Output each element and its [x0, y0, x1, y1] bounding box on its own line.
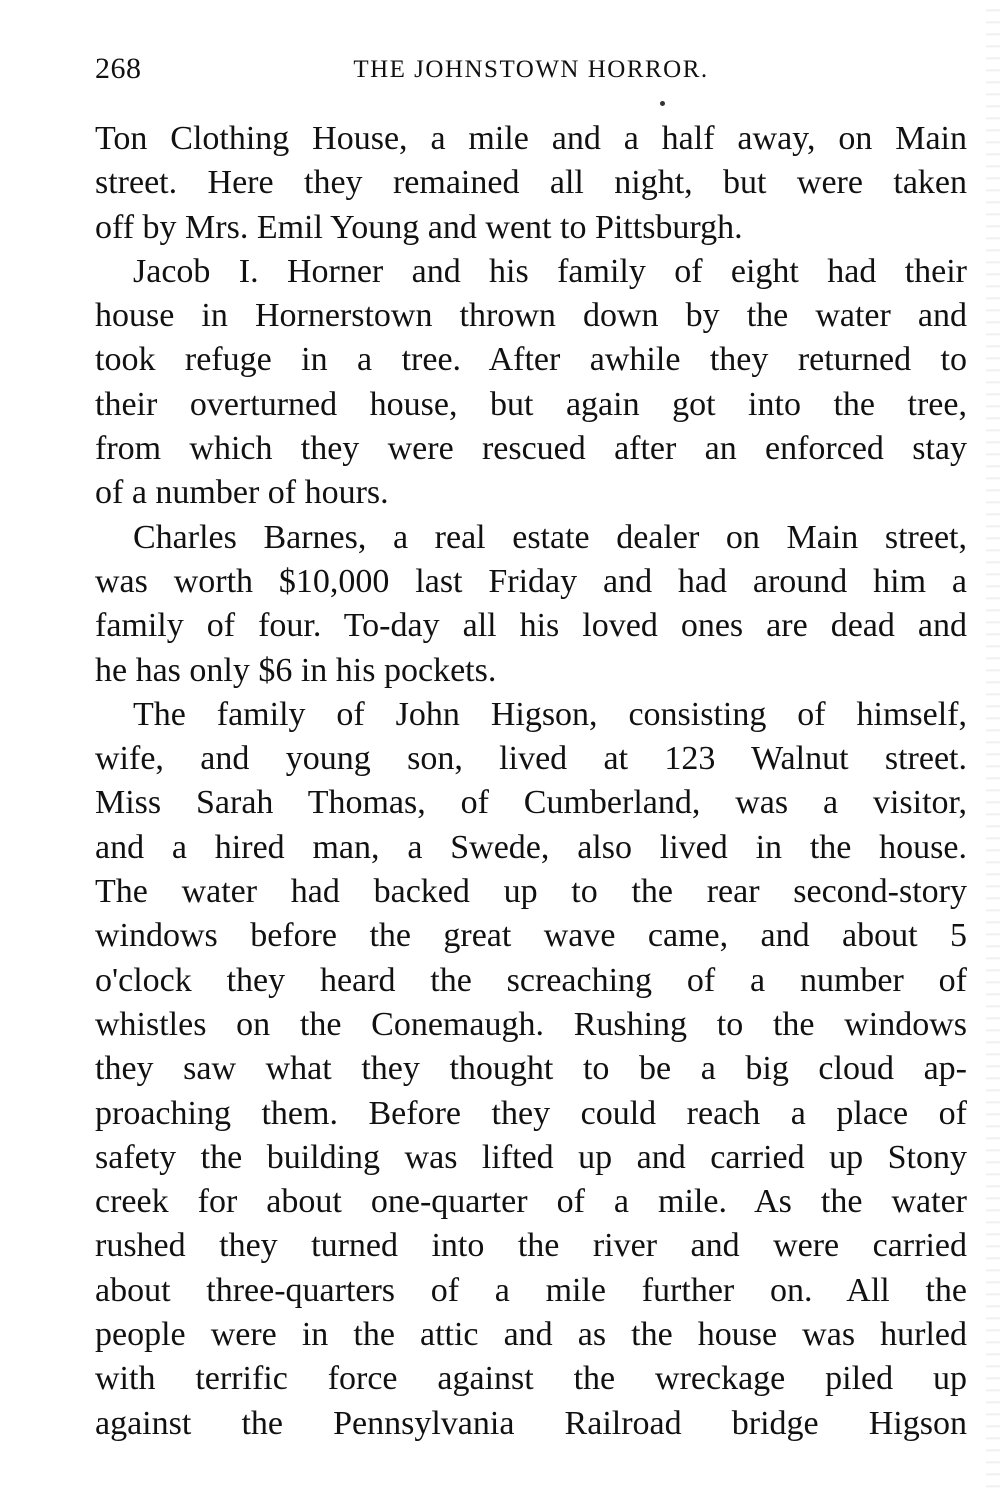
text-line: Ton Clothing House, a mile and a half away, on Main	[95, 120, 967, 157]
text-line: wife, and young son, lived at 123 Walnut street.	[95, 740, 967, 778]
text-line: took refuge in a tree. After awhile they returned to	[95, 341, 967, 379]
text-line: o'clock they heard the screaching of a number of	[95, 961, 967, 999]
text-line: The water had backed up to the rear second-story	[95, 873, 967, 911]
text-line: with terrific force against the wreckage piled up	[95, 1360, 967, 1398]
scan-edge-noise	[986, 0, 1000, 1492]
text-line: whistles on the Conemaugh. Rushing to the windows	[95, 1005, 967, 1043]
text-line: their overturned house, but again got into the tree,	[95, 385, 967, 423]
text-line: creek for about one-quarter of a mile. As the water	[95, 1183, 967, 1221]
text-line: The family of John Higson, consisting of himself,	[133, 695, 967, 733]
text-line: of a number of hours.	[95, 474, 389, 512]
body-text	[95, 117, 967, 1446]
text-line: and a hired man, a Swede, also lived in the house.	[95, 828, 967, 866]
text-line: safety the building was lifted up and carried up Stony	[95, 1138, 967, 1176]
print-speck	[660, 101, 665, 106]
text-line: family of four. To-day all his loved ones are dead and	[95, 607, 967, 645]
text-line: Jacob I. Horner and his family of eight had their	[133, 252, 967, 290]
text-line: he has only $6 in his pockets.	[95, 651, 497, 689]
text-line: they saw what they thought to be a big cloud ap-	[95, 1050, 967, 1088]
text-line: street. Here they remained all night, but were taken	[95, 164, 967, 202]
text-line: from which they were rescued after an enforced stay	[95, 430, 967, 468]
page-number: 268	[95, 52, 142, 85]
text-line: about three-quarters of a mile further on. All the	[95, 1271, 967, 1309]
text-line: off by Mrs. Emil Young and went to Pittsburgh.	[95, 208, 743, 246]
running-head	[95, 52, 967, 92]
text-line: was worth $10,000 last Friday and had around him a	[95, 562, 967, 600]
text-line: against the Pennsylvania Railroad bridge Higson	[95, 1404, 967, 1442]
text-line: Miss Sarah Thomas, of Cumberland, was a visitor,	[95, 784, 967, 822]
running-title: THE JOHNSTOWN HORROR.	[353, 56, 709, 83]
text-line: house in Hornerstown thrown down by the water and	[95, 297, 967, 335]
text-line: Charles Barnes, a real estate dealer on Main street,	[133, 518, 967, 556]
text-line: rushed they turned into the river and were carried	[95, 1227, 967, 1265]
text-line: proaching them. Before they could reach a place of	[95, 1094, 967, 1132]
text-line: windows before the great wave came, and about 5	[95, 917, 967, 955]
text-line: people were in the attic and as the house was hurled	[95, 1316, 967, 1354]
